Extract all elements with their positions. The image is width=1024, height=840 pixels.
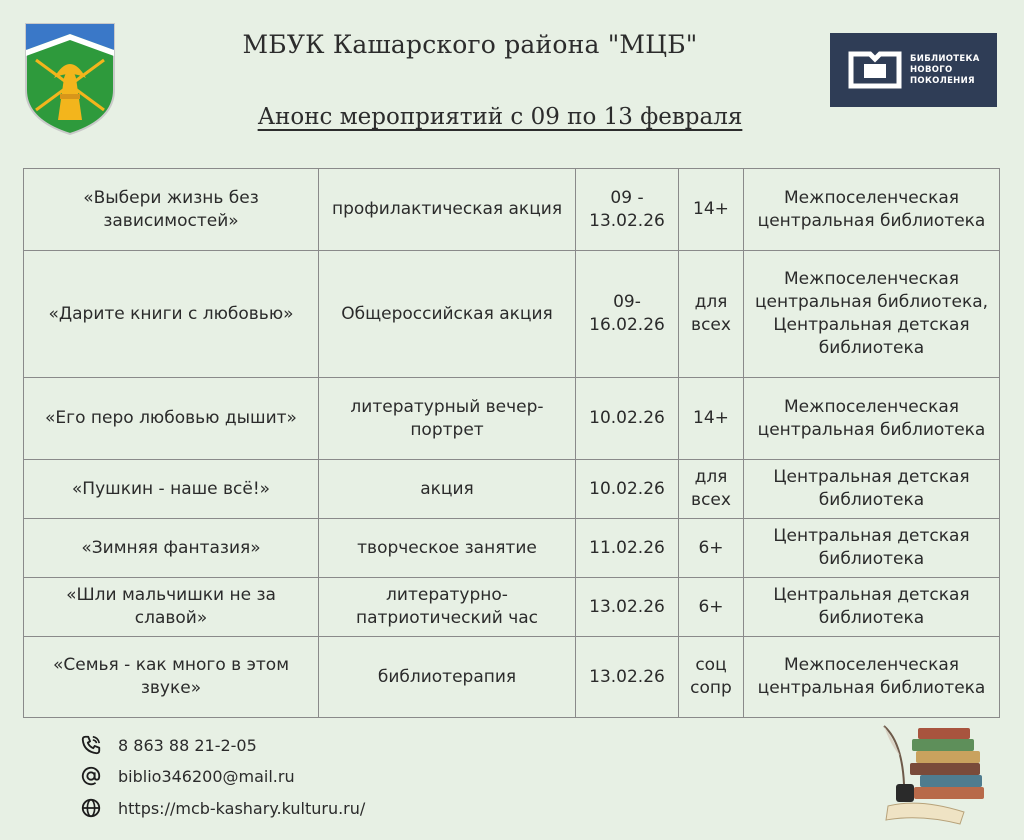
event-date: 09-16.02.26	[576, 251, 679, 378]
event-date: 13.02.26	[576, 637, 679, 718]
event-type: акция	[319, 460, 576, 519]
table-row	[24, 578, 1000, 637]
event-date: 09 - 13.02.26	[576, 169, 679, 251]
phone-icon	[80, 734, 102, 756]
event-age: для всех	[679, 251, 744, 378]
event-age: 6+	[679, 519, 744, 578]
logo-line-2: НОВОГО	[910, 64, 953, 75]
table-row	[24, 378, 1000, 460]
event-age: 14+	[679, 378, 744, 460]
event-venue: Межпоселенческая центральная библиотека	[744, 637, 1000, 718]
phone-number: 8 863 88 21-2-05	[118, 735, 257, 755]
event-type: Общероссийская акция	[319, 251, 576, 378]
event-title: «Семья - как много в этом звуке»	[24, 637, 319, 718]
event-date: 11.02.26	[576, 519, 679, 578]
contact-email[interactable]	[80, 765, 295, 787]
event-venue: Центральная детская библиотека	[744, 460, 1000, 519]
event-type: литературно-патриотический час	[319, 578, 576, 637]
event-type: профилактическая акция	[319, 169, 576, 251]
event-venue: Межпоселенческая центральная библиотека, Центральная детская библиотека	[744, 251, 1000, 378]
contact-website[interactable]	[80, 797, 365, 819]
table-row	[24, 637, 1000, 718]
event-title: «Пушкин - наше всё!»	[24, 460, 319, 519]
event-date: 10.02.26	[576, 378, 679, 460]
event-type: творческое занятие	[319, 519, 576, 578]
event-venue: Центральная детская библиотека	[744, 519, 1000, 578]
books-quill-icon	[880, 722, 992, 832]
website-url: https://mcb-kashary.kulturu.ru/	[118, 798, 366, 818]
event-age: 14+	[679, 169, 744, 251]
organization-title: МБУК Кашарского района "МЦБ"	[242, 30, 698, 59]
event-age: 6+	[679, 578, 744, 637]
table-row	[24, 169, 1000, 251]
library-logo-icon	[848, 50, 902, 90]
event-venue: Межпоселенческая центральная библиотека	[744, 169, 1000, 251]
at-sign-icon	[80, 765, 102, 787]
library-logo-text	[910, 54, 980, 87]
logo-line-1: БИБЛИОТЕКА	[910, 53, 980, 64]
event-title: «Его перо любовью дышит»	[24, 378, 319, 460]
event-venue: Центральная детская библиотека	[744, 578, 1000, 637]
event-date: 10.02.26	[576, 460, 679, 519]
event-date: 13.02.26	[576, 578, 679, 637]
contact-phone[interactable]	[80, 734, 257, 756]
logo-line-3: ПОКОЛЕНИЯ	[910, 75, 975, 86]
coat-of-arms-icon	[22, 20, 118, 138]
events-table	[23, 168, 1000, 718]
globe-icon	[80, 797, 102, 819]
event-age: соц сопр	[679, 637, 744, 718]
event-type: литературный вечер-портрет	[319, 378, 576, 460]
announcement-title	[180, 104, 820, 130]
email-address: biblio346200@mail.ru	[118, 766, 295, 786]
event-type: библиотерапия	[319, 637, 576, 718]
event-title: «Зимняя фантазия»	[24, 519, 319, 578]
table-row	[24, 460, 1000, 519]
table-row	[24, 251, 1000, 378]
announcement-title-text: Анонс мероприятий с 09 по 13 февраля	[257, 104, 743, 130]
table-row	[24, 519, 1000, 578]
event-title: «Шли мальчишки не за славой»	[24, 578, 319, 637]
library-logo	[830, 33, 997, 107]
event-title: «Выбери жизнь без зависимостей»	[24, 169, 319, 251]
event-age: для всех	[679, 460, 744, 519]
event-venue: Межпоселенческая центральная библиотека	[744, 378, 1000, 460]
event-title: «Дарите книги с любовью»	[24, 251, 319, 378]
